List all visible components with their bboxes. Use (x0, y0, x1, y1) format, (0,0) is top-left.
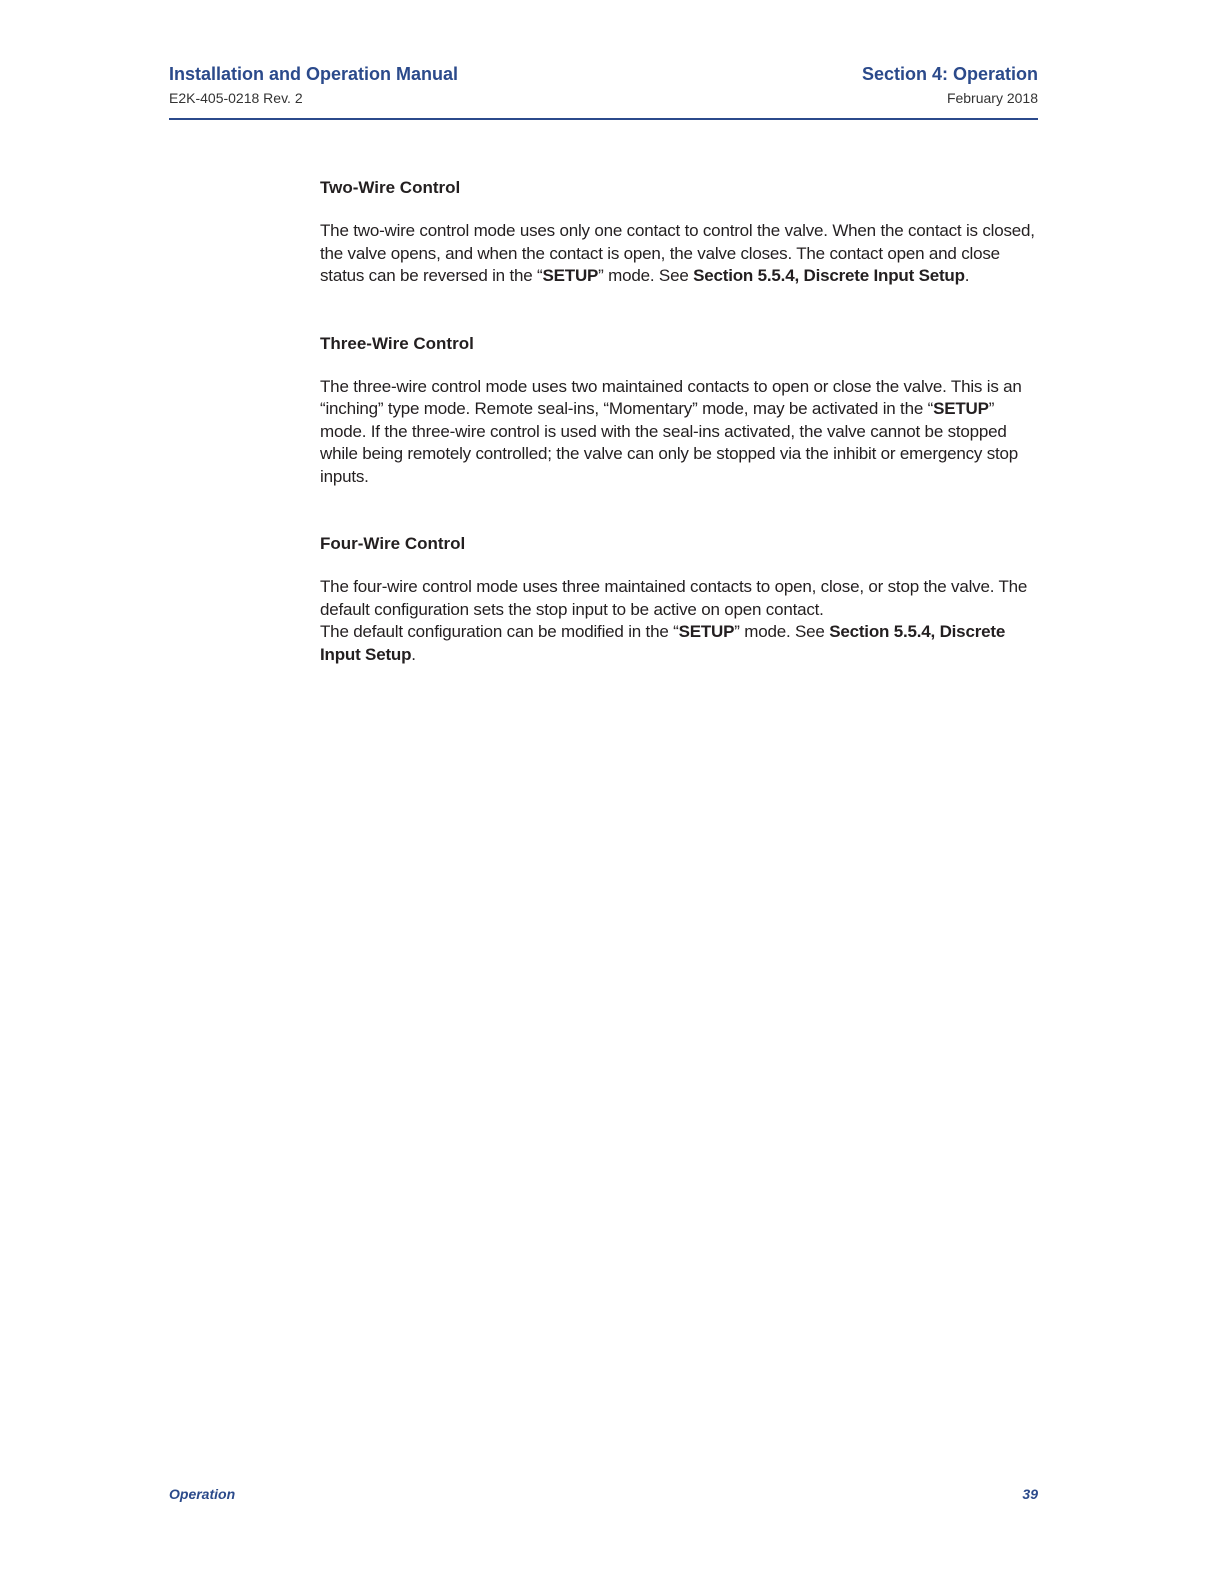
section-heading: Three-Wire Control (320, 333, 474, 353)
header-right (862, 62, 1038, 109)
page-header (169, 62, 1038, 120)
paragraph-text: The two-wire control mode uses only one contact to control the valve. When the contact is closed, the valve opens, and when the contact is open, the valve closes. The contact open and close status can be reversed in the “ (320, 221, 1035, 285)
manual-title: Installation and Operation Manual (169, 64, 459, 84)
paragraph-text: The three-wire control mode uses two maintained contacts to open or close the valve. This is an “inching” type mode. Remote seal-ins, “Momentary” mode, may be activated in the “ (320, 376, 1022, 418)
footer-section-label: Operation (169, 1486, 236, 1502)
three-wire-control-section (320, 332, 1038, 489)
document-number: E2K-405-0218 Rev. 2 (169, 90, 303, 106)
section-paragraph (320, 220, 1038, 288)
paragraph-text: The default configuration can be modified in the “ (320, 622, 679, 641)
section-heading: Two-Wire Control (320, 178, 461, 197)
section-paragraph (320, 576, 1038, 666)
page-footer (169, 1486, 1038, 1506)
page-number: 39 (1022, 1486, 1038, 1502)
setup-mode-emphasis: SETUP (933, 399, 989, 418)
section-paragraph (320, 376, 1038, 489)
section-title: Section 4: Operation (861, 64, 1038, 84)
paragraph-text: ” mode. See (598, 266, 694, 285)
setup-mode-emphasis: SETUP (678, 622, 735, 641)
section-reference: Section 5.5.4, Discrete Input Setup (693, 266, 965, 285)
two-wire-control-section (320, 176, 1038, 288)
publication-date: February 2018 (946, 90, 1038, 106)
section-heading: Four-Wire Control (320, 534, 466, 553)
paragraph-text: . (411, 644, 416, 664)
paragraph-text: The four-wire control mode uses three maintained contacts to open, close, or stop the valve. The default configuration sets the stop input to be active on open contact. (320, 577, 1028, 619)
section-reference: Section 5.5.4, Discrete Input Setup (320, 622, 1006, 664)
header-left (169, 62, 458, 109)
paragraph-text: ” mode. See (734, 622, 830, 641)
four-wire-control-section (320, 532, 1038, 666)
setup-mode-emphasis: SETUP (542, 266, 599, 285)
page-body (320, 176, 1038, 710)
paragraph-text: . (964, 266, 970, 285)
paragraph-text: ” mode. If the three-wire control is used with the seal-ins activated, the valve cannot be stopped while being remotely controlled; the valve can only be stopped via the inhibit or emergency stop inputs. (320, 399, 1019, 486)
